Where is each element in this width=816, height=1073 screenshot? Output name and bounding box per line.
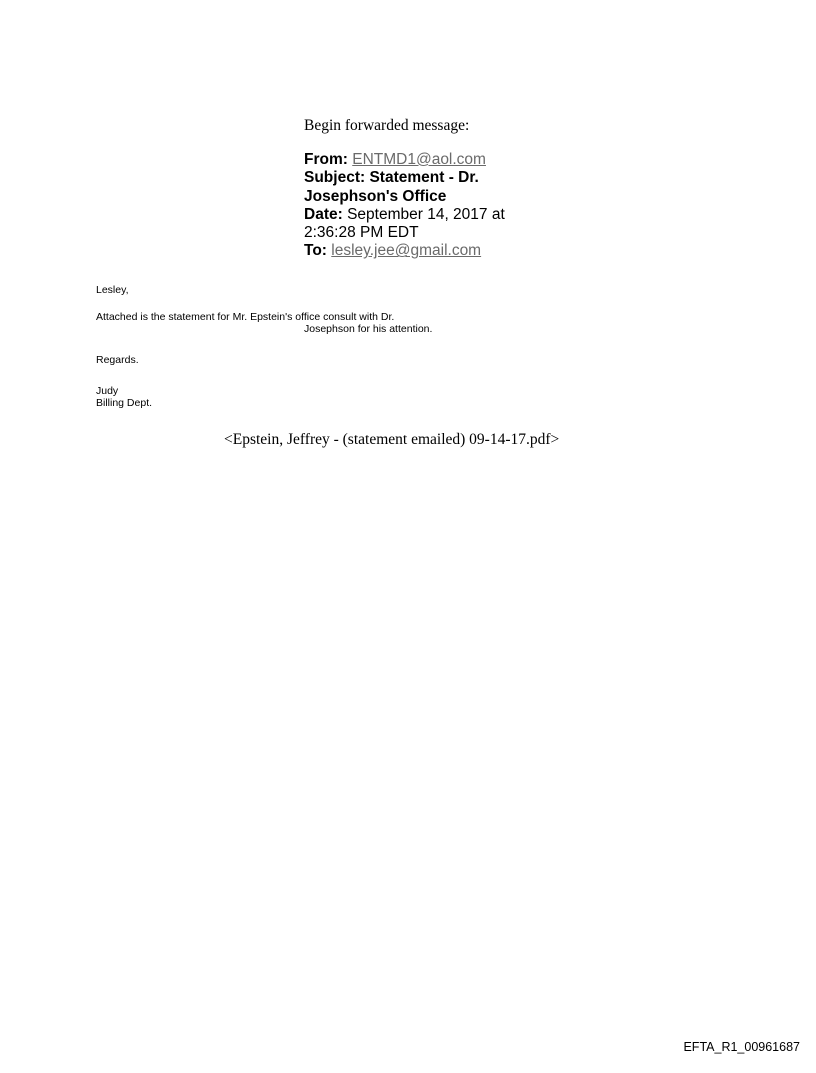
message-paragraph-line1: Attached is the statement for Mr. Epstein's office consult with Dr. — [96, 311, 395, 323]
closing: Regards. — [96, 354, 139, 366]
signer-name: Judy — [96, 385, 119, 397]
subject-row — [304, 169, 544, 206]
email-headers — [304, 151, 544, 261]
to-row — [304, 242, 544, 260]
forwarded-message-intro: Begin forwarded message: — [304, 117, 470, 134]
subject-value: Statement - Dr. Josephson's Office — [304, 169, 479, 205]
message-paragraph-line2: Josephson for his attention. — [304, 323, 433, 335]
date-row — [304, 206, 544, 243]
subject-label: Subject: — [304, 169, 366, 187]
signer-department: Billing Dept. — [96, 397, 153, 409]
greeting: Lesley, — [96, 284, 129, 296]
date-value: September 14, 2017 at 2:36:28 PM EDT — [304, 205, 505, 242]
attachment-filename[interactable]: <Epstein, Jeffrey - (statement emailed) 09-14-17.pdf> — [224, 431, 560, 448]
date-label: Date: — [304, 205, 343, 223]
bates-number: EFTA_R1_00961687 — [683, 1040, 800, 1054]
to-email-link[interactable]: lesley.jee@gmail.com — [331, 242, 482, 260]
from-email-link[interactable]: ENTMD1@aol.com — [352, 151, 486, 168]
from-label: From: — [304, 151, 348, 168]
from-row — [304, 151, 544, 169]
to-label: To: — [304, 242, 327, 260]
